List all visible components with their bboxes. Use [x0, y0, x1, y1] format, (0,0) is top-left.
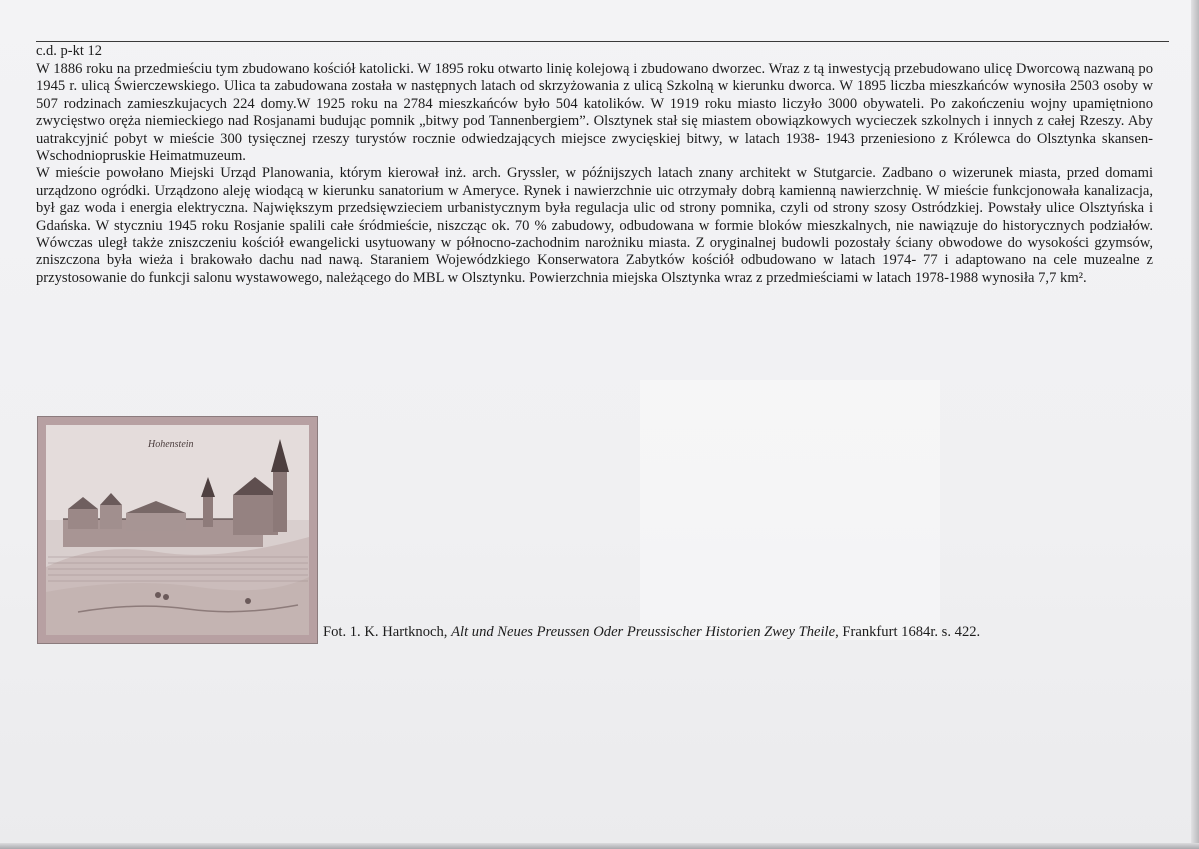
paper-light-patch	[640, 380, 940, 640]
text-line: ulicę Dworcową nazwaną po 1945 r. ulicą Świerczewskiego. Ulica ta zabudowana została w następnych latach od skrzyżowania z ulicą Szkolną w kierunku	[36, 61, 1153, 95]
text-line: W 1886 roku na przedmieściu tym zbudowano kościół katolicki. W 1895 roku otwarto linię kolejową i zbudowano dworzec. Wraz z tą inwestycją przebudowano	[36, 61, 980, 77]
paper-edge-bottom	[0, 843, 1199, 849]
text-line: strony pomnika, czyli od strony szosy Ostródzkiej. Powstały ulice Olsztyńska i Gdańska. W styczniu 1945 roku Rosjanie spalili całe śródmieście, niszcząc ok. 70	[36, 200, 1154, 234]
figure-caption: Fot. 1. K. Hartknoch, Alt und Neues Preussen Oder Preussischer Historien Zwey Theile, Frankfurt 1684r. s. 422.	[323, 624, 981, 640]
text-line: dworca. W 1895 liczba mieszkańców wynosiła 2503 osoby w 507 rodzinach zamieszkujacych 224 domy.W 1925 roku na 2784 mieszkańców było 504 katolików.	[36, 78, 1153, 112]
historical-engraving-image	[37, 416, 318, 644]
paragraph-1	[36, 61, 1153, 165]
text-line: W 1919 roku miasto liczyło 3000 obywateli. Po zakończeniu wojny upamiętniono zwycięstwo oręża niemieckiego nad Rosjanami budując pomnik „bitwy pod	[36, 95, 1153, 130]
text-line: nawierzchnię. W mieście funkcjonowała kanalizacja, był gaz woda i energia elektryczna. Największym przedsięwzieciem urbanistycznym była regulacja ulic od	[36, 182, 1154, 217]
text-line: wynosiła 7,7 km².	[981, 269, 1087, 286]
text-line: usytuowany w północno-zachodnim narożniku miasta. Z oryginalnej budowli pozostały ściany obwodowe do wysokości gzymsów, zniszczona była wieża i	[36, 235, 1153, 269]
text-line: Heimatmuzeum.	[149, 148, 246, 165]
text-line: przystosowanie do funkcji salonu wystawowego, należącego do MBL w Olsztynku. Powierzchnia miejska Olsztynka wraz z przedmieściami w latach 1978-1988	[36, 269, 979, 286]
page-header-label: c.d. p-kt 12	[36, 43, 103, 59]
text-line: W mieście powołano Miejski Urząd Planowania, którym kierował inż. arch. Gryssler, w późnijszych latach znany architekt w Stutgarcie. Zadbano o wizerunek	[36, 165, 1014, 182]
paragraph-2	[36, 165, 1153, 287]
paper-edge-right	[1191, 0, 1199, 849]
text-line: % zabudowy, odbudowana w formie bloków mieszkalnych, nie nawiązuje do historycznych podziałów. Wówczas uległ także zniszczeniu kościół ewangelicki	[36, 217, 1153, 252]
text-line: rzeszy turystów rocznie odwiedzających miejsce zwycięskiej bitwy, w latach 1938- 1943 przeniesiono z Królewca do Olsztynka skansen- Wschodniopruskie	[36, 130, 1153, 165]
text-line: Tannenbergiem”. Olsztynek stał się miastem obowiązkowych wycieczek szkolnych i innych z całej Rzeszy. Aby uatrakcyjnić pobyt w mieście 300 tysięcznej	[36, 113, 1153, 147]
text-line: brakowało dachu nad nawą. Staraniem Wojewódzkiego Konserwatora Zabytków kościół odbudowano w latach 1974- 77 i adaptowano na cele muzealne z	[190, 252, 1153, 269]
text-line: miasta, przed domami urządzono ogródki. Urządzono aleję wiodącą w kierunku sanatorium w Ameryce. Rynek i nawierzchnie uic otrzymały dobrą kamienną	[36, 165, 1153, 199]
engraving-illustration	[38, 417, 317, 643]
header-rule	[36, 41, 1169, 42]
engraving-inscription: Hohenstein	[148, 439, 194, 450]
body-text	[36, 61, 1153, 287]
